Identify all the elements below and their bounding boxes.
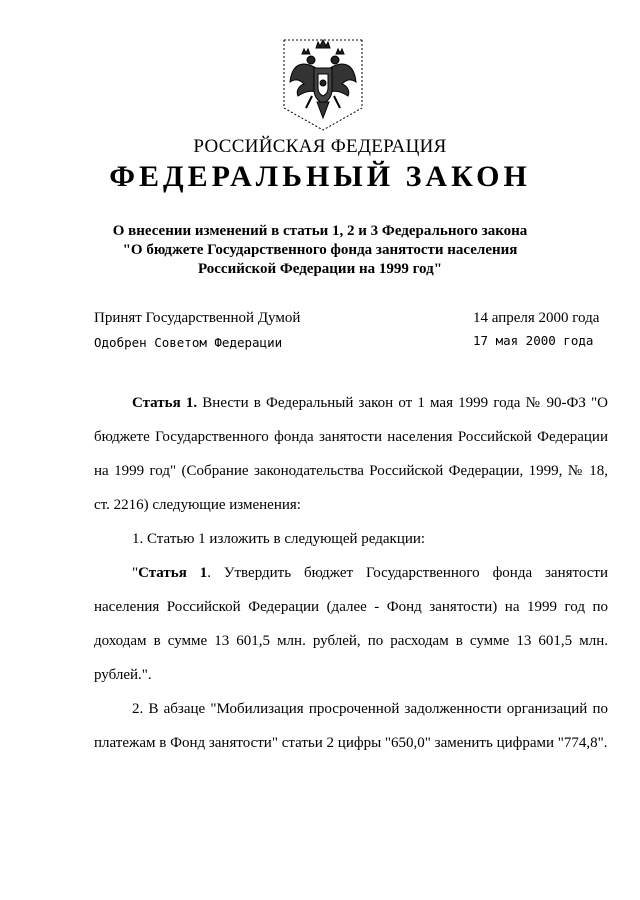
duma-adoption-label: Принят Государственной Думой — [94, 310, 301, 326]
item-2-paragraph: 2. В абзаце "Мобилизация просроченной задолженности организаций по платежам в Фонд занятости" статьи 2 цифры "650,0" заменить цифрами "774,8". — [94, 701, 608, 751]
subject-line-1: О внесении изменений в статьи 1, 2 и 3 Федерального закона — [112, 223, 528, 239]
council-approval-label: Одобрен Советом Федерации — [94, 335, 283, 350]
article-1-text: Внести в Федеральный закон от 1 мая 1999 года № 90-ФЗ "О бюджете Государственного фонда занятости населения Российской Федерации на 1999 год" (Собрание законодательства Российской Федерации, 1999, № 18, ст. 2216) следующие изменения: — [94, 395, 608, 513]
article-1-paragraph — [94, 386, 608, 522]
country-heading: РОССИЙСКАЯ ФЕДЕРАЦИЯ — [193, 136, 447, 157]
law-body — [94, 386, 608, 760]
item-1-paragraph: 1. Статью 1 изложить в следующей редакции: — [132, 531, 426, 547]
quoted-article-label: Статья 1 — [138, 565, 208, 581]
subject-line-3: Российской Федерации на 1999 год" — [197, 261, 443, 277]
article-1-label: Статья 1. — [132, 395, 198, 411]
law-subject-title — [0, 222, 640, 279]
quote-open: " — [132, 565, 139, 581]
document-type-heading: ФЕДЕРАЛЬНЫЙ ЗАКОН — [109, 160, 531, 193]
subject-line-2: "О бюджете Государственного фонда занятости населения — [122, 242, 518, 258]
quoted-article-paragraph — [94, 556, 608, 692]
quoted-article-text: . Утвердить бюджет Государственного фонда занятости населения Российской Федерации (далее - Фонд занятости) на 1999 год по доходам в сумме 13 601,5 млн. рублей, по расходам в сумме 13 601,5 млн. рублей.". — [94, 565, 608, 683]
coat-of-arms-emblem — [282, 38, 364, 132]
duma-adoption-date: 14 апреля 2000 года — [473, 310, 600, 326]
council-approval-date: 17 мая 2000 года — [473, 333, 594, 348]
